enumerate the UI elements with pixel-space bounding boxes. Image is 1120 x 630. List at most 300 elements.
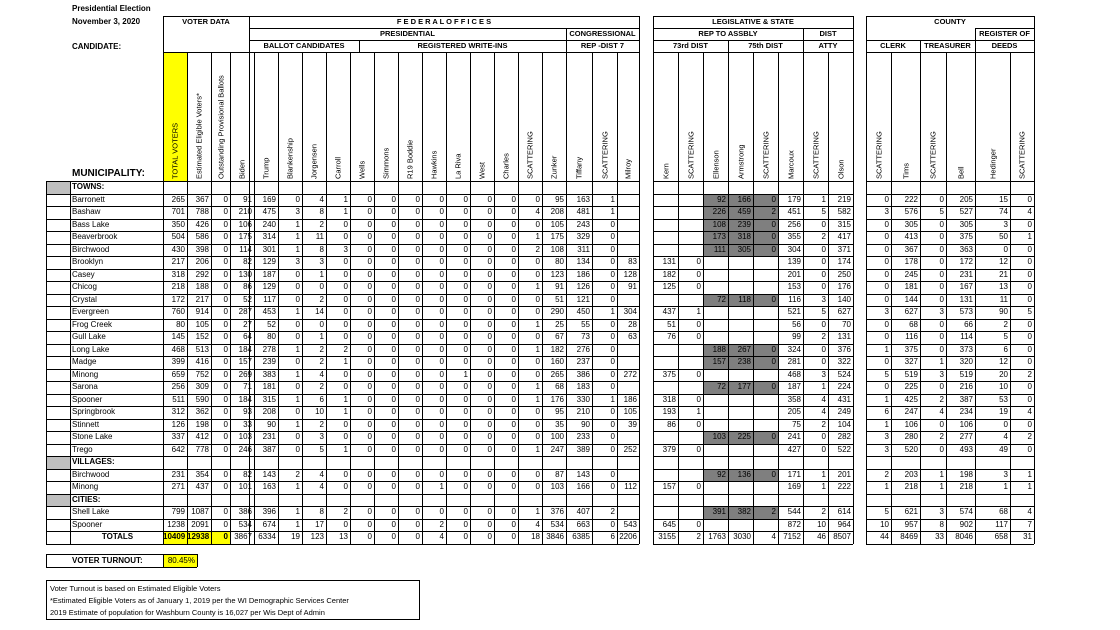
data-cell: 0 [511,269,516,279]
data-cell: 0 [696,482,701,491]
data-cell: 136 [737,469,751,479]
totals-cell: 8469 [900,532,918,541]
column-header [211,52,230,181]
data-cell: 0 [1003,244,1008,254]
data-cell: 105 [550,219,564,229]
data-cell: 459 [737,207,751,216]
column-header [230,52,254,181]
data-cell: 1 [821,469,826,479]
data-cell: 282 [837,432,851,441]
data-cell: 0 [463,507,468,516]
data-cell: 312 [171,407,185,416]
data-cell: 0 [487,394,492,404]
data-cell: 0 [884,232,889,241]
rule [542,52,543,544]
data-cell: 101 [238,482,252,491]
data-cell: 362 [195,407,209,416]
data-cell: 590 [195,394,209,404]
data-cell: 290 [550,307,564,316]
data-cell: 4 [535,207,540,216]
data-cell: 0 [463,257,468,266]
data-cell: 305 [904,219,918,229]
data-cell: 0 [884,332,889,341]
column-header [678,52,703,181]
congressional-header: CONGRESSIONAL [569,29,636,38]
federal-offices-header: F E D E R A L O F F I C E S [396,17,492,26]
totals-cell: 0 [463,532,468,541]
data-cell [703,519,728,532]
data-cell: 382 [737,507,751,516]
data-cell: 0 [391,207,396,216]
rule [46,381,639,382]
data-cell: 99 [792,332,801,341]
data-cell: 375 [959,232,973,241]
data-cell: 67 [555,332,564,341]
data-cell: 90 [581,419,590,429]
data-cell [703,369,728,382]
data-cell: 0 [439,257,444,266]
column-header [254,52,278,181]
data-cell: 0 [439,232,444,241]
data-cell: 0 [535,482,540,491]
data-cell: 0 [610,519,615,529]
column-header-label: R19 Boddie [405,139,415,179]
data-cell: 86 [243,282,252,291]
dist73-header: 73rd DIST [672,41,708,50]
data-cell: 1 [884,419,889,429]
register-header: REGISTER OF [979,29,1030,38]
column-header-label: Outstanding Provisional Ballots [216,75,225,179]
data-cell: 0 [771,194,776,204]
data-cell [703,444,728,457]
rule [866,16,867,544]
data-cell: 2 [884,469,889,479]
data-cell: 0 [415,432,420,441]
data-cell: 0 [343,519,348,529]
column-header-label: Marcoux [786,150,795,179]
data-cell: 0 [415,269,420,279]
data-cell: 511 [172,394,185,404]
data-cell: 218 [171,282,185,291]
data-cell: 309 [195,382,209,391]
column-header-label: Estimated Eligible Voters* [194,93,204,179]
column-header [326,52,350,181]
data-cell: 238 [737,357,751,366]
data-cell: 0 [610,294,615,304]
data-cell: 0 [223,194,228,204]
data-cell: 0 [223,269,228,279]
data-cell: 407 [576,507,590,516]
rule [653,16,654,544]
data-cell: 0 [535,219,540,229]
data-cell: 0 [939,419,944,429]
data-cell: 3 [884,444,889,454]
data-cell: 163 [576,194,590,204]
data-cell: 0 [367,382,372,391]
data-cell [653,194,678,207]
data-cell: 0 [884,257,889,266]
data-cell: 0 [223,294,228,304]
data-cell: 129 [262,282,276,291]
totals-cell: 3846 [546,532,564,541]
data-cell: 0 [610,357,615,366]
data-cell: 0 [487,232,492,241]
data-cell: 0 [487,257,492,266]
data-cell: 0 [487,219,492,229]
data-cell: 86 [667,419,676,429]
data-cell: 1 [439,482,444,491]
data-cell: 100 [550,432,564,441]
data-cell: 131 [837,332,851,341]
totals-cell: 2206 [619,532,637,541]
data-cell: 8 [319,507,324,516]
data-cell: 311 [577,244,590,254]
data-cell: 95 [555,407,564,416]
data-cell: 872 [787,519,801,529]
data-cell: 0 [463,332,468,341]
rule [46,356,639,357]
rule [163,16,164,544]
column-header [703,52,728,181]
data-cell: 92 [717,469,726,479]
data-cell: 5 [884,507,889,516]
data-cell: 2 [319,357,324,366]
data-cell [653,431,678,444]
data-cell: 0 [939,257,944,266]
totals-cell: 7152 [783,532,801,541]
data-cell: 520 [904,444,918,454]
data-cell: 27 [243,319,252,329]
data-cell: 413 [904,232,918,241]
column-header [803,52,828,181]
data-cell: 239 [737,219,751,229]
data-cell: 1 [535,507,540,516]
data-cell: 176 [837,282,851,291]
data-cell: 75 [792,419,801,429]
rule [46,519,639,520]
data-cell: 292 [195,269,209,279]
data-cell: 1 [535,444,540,454]
data-cell: 125 [662,282,676,291]
totals-cell: 1763 [708,532,726,541]
data-cell: 281 [787,357,801,366]
data-cell: 210 [238,207,252,216]
title-line1: Presidential Election [72,4,151,13]
data-cell: 205 [959,194,973,204]
rule [46,319,639,320]
data-cell: 3 [939,369,944,379]
rule [163,554,164,567]
data-cell: 0 [511,507,516,516]
municipality-name: Trego [72,444,93,454]
data-cell: 481 [576,207,590,216]
data-cell: 126 [576,282,590,291]
data-cell: 0 [610,219,615,229]
data-cell: 1 [295,507,300,516]
column-header [592,52,617,181]
data-cell: 0 [1027,332,1032,341]
data-cell: 0 [487,469,492,479]
data-cell: 0 [463,419,468,429]
column-header [891,52,920,181]
data-cell: 0 [463,307,468,316]
totals-cell: 4 [771,532,776,541]
data-cell: 527 [959,207,973,216]
data-cell: 0 [367,219,372,229]
data-cell [617,219,639,232]
data-cell: 0 [439,344,444,354]
data-cell: 90 [999,307,1008,316]
data-cell: 318 [737,232,751,241]
data-cell [678,294,703,307]
column-header [753,52,778,181]
data-cell: 327 [904,357,918,366]
data-cell: 330 [576,394,590,404]
data-cell: 379 [662,444,676,454]
data-cell: 140 [837,294,851,304]
data-cell: 0 [771,344,776,354]
data-cell [678,381,703,394]
column-header-label: Wells [357,160,367,179]
data-cell: 0 [884,382,889,391]
rule [1010,52,1011,544]
column-header [542,52,566,181]
data-cell: 1 [610,207,615,216]
data-cell: 0 [415,369,420,379]
data-cell: 219 [837,194,851,204]
data-cell: 0 [391,232,396,241]
data-cell: 10 [817,519,826,529]
rule [398,52,399,544]
totals-cell: 0 [511,532,516,541]
data-cell: 0 [487,207,492,216]
data-cell: 178 [904,257,918,266]
data-cell: 201 [837,469,851,479]
data-cell [678,469,703,482]
data-cell: 375 [904,344,918,354]
data-cell [678,231,703,244]
data-cell: 0 [439,282,444,291]
data-cell: 51 [667,319,676,329]
rule [653,28,853,29]
totals-cell: 0 [487,532,492,541]
data-cell [617,431,639,444]
totals-cell: 33 [935,532,944,541]
data-cell: 1 [343,357,348,366]
data-cell: 0 [295,407,300,416]
data-cell: 167 [959,282,973,291]
data-cell: 265 [171,194,185,204]
data-cell: 322 [837,357,851,366]
column-header-label: SCATTERING [761,131,770,179]
column-header [163,52,187,181]
rule [653,16,853,17]
data-cell: 0 [771,294,776,304]
municipality-name: Casey [72,269,95,279]
data-cell: 10 [999,382,1008,391]
data-cell [728,331,753,344]
data-cell: 0 [511,482,516,491]
data-cell: 50 [999,232,1008,241]
rule [46,306,639,307]
rule [46,294,639,295]
data-cell: 0 [511,319,516,329]
data-cell: 0 [696,444,701,454]
data-cell: 1 [884,344,889,354]
data-cell: 387 [959,394,973,404]
data-cell: 1 [295,394,300,404]
rule [46,406,639,407]
data-cell: 1 [295,244,300,254]
data-cell: 80 [267,332,276,341]
data-cell: 513 [195,344,209,354]
data-cell: 160 [550,357,564,366]
column-header-label: SCATTERING [1017,131,1027,179]
column-header [946,52,975,181]
data-cell [617,506,639,519]
data-cell: 0 [610,244,615,254]
data-cell: 521 [787,307,801,316]
data-cell: 2 [939,432,944,441]
data-cell: 543 [623,519,637,529]
data-cell: 8 [319,244,324,254]
section-marker [46,456,70,469]
data-cell: 1 [343,407,348,416]
rule [187,52,188,544]
dist-header: DIST [819,29,837,38]
municipality-name: Sarona [72,382,98,391]
data-cell: 5 [1027,307,1032,316]
data-cell [703,419,728,432]
rule [46,456,639,457]
rule [46,369,639,370]
rule [46,256,639,257]
data-cell: 0 [511,282,516,291]
rule [46,331,639,332]
data-cell: 0 [939,332,944,341]
data-cell: 68 [909,319,918,329]
data-cell: 1 [295,219,300,229]
column-header [920,52,946,181]
data-cell: 0 [391,194,396,204]
data-cell: 0 [610,482,615,491]
data-cell: 203 [904,469,918,479]
data-cell: 0 [463,394,468,404]
rule [46,469,639,470]
data-cell [728,269,753,282]
data-cell: 183 [576,382,590,391]
data-cell: 0 [511,419,516,429]
data-cell [728,319,753,332]
data-cell: 0 [939,344,944,354]
data-cell: 0 [884,282,889,291]
data-cell: 0 [884,219,889,229]
rule [470,52,471,544]
data-cell: 3 [939,307,944,316]
rule [866,544,1034,545]
data-cell [653,356,678,369]
county-header: COUNTY [934,17,966,26]
data-cell: 51 [555,294,564,304]
data-cell: 0 [367,307,372,316]
data-cell: 8 [939,519,944,529]
data-cell: 0 [367,294,372,304]
data-cell: 0 [367,207,372,216]
data-cell: 11 [999,294,1008,304]
data-cell: 1 [535,382,540,391]
municipality-name: Stinnett [72,419,100,429]
data-cell: 1 [343,444,348,454]
data-cell: 157 [712,357,726,366]
data-cell: 4 [319,369,324,379]
data-cell: 0 [535,369,540,379]
data-cell: 182 [662,269,676,279]
data-cell: 0 [367,519,372,529]
data-cell: 12 [999,357,1008,366]
data-cell: 0 [511,357,516,366]
data-cell: 0 [223,407,228,416]
data-cell: 0 [610,282,615,291]
data-cell: 355 [787,232,801,241]
rule [46,444,639,445]
data-cell: 0 [463,444,468,454]
data-cell: 1 [884,482,889,491]
data-cell: 1 [295,419,300,429]
data-cell: 437 [195,482,209,491]
data-cell: 957 [904,519,918,529]
column-header [975,52,1010,181]
data-cell: 0 [223,232,228,241]
totals-cell: 31 [1023,532,1032,541]
rule [946,52,947,544]
rule [46,269,639,270]
data-cell: 386 [576,369,590,379]
data-cell: 0 [463,319,468,329]
data-cell [617,231,639,244]
data-cell: 56 [792,319,801,329]
data-cell: 389 [576,444,590,454]
data-cell: 524 [837,369,851,379]
data-cell: 614 [837,507,851,516]
data-cell: 0 [367,282,372,291]
data-cell: 0 [391,219,396,229]
column-header [566,52,592,181]
municipality-name: Brooklyn [72,257,104,266]
data-cell [753,481,778,494]
data-cell: 276 [576,344,590,354]
data-cell [703,406,728,419]
column-header-label: SCATTERING [686,131,695,179]
turnout-value: 80.45% [167,555,195,565]
data-cell: 0 [391,407,396,416]
data-cell: 1 [319,269,324,279]
data-cell: 0 [463,469,468,479]
data-cell: 0 [367,232,372,241]
data-cell: 431 [837,394,851,404]
data-cell: 1 [939,482,944,491]
data-cell: 0 [343,219,348,229]
data-cell: 1 [343,194,348,204]
data-cell: 0 [610,382,615,391]
data-cell: 0 [1027,357,1032,366]
data-cell: 0 [939,382,944,391]
rep-assbly-header: REP TO ASSBLY [698,29,758,38]
data-cell: 63 [628,332,637,341]
data-cell: 103 [550,482,564,491]
municipality-name: Minong [72,369,99,379]
footnote-1: Voter Turnout is based on Estimated Eligible Voters [50,584,221,593]
data-cell: 1 [1027,482,1032,491]
